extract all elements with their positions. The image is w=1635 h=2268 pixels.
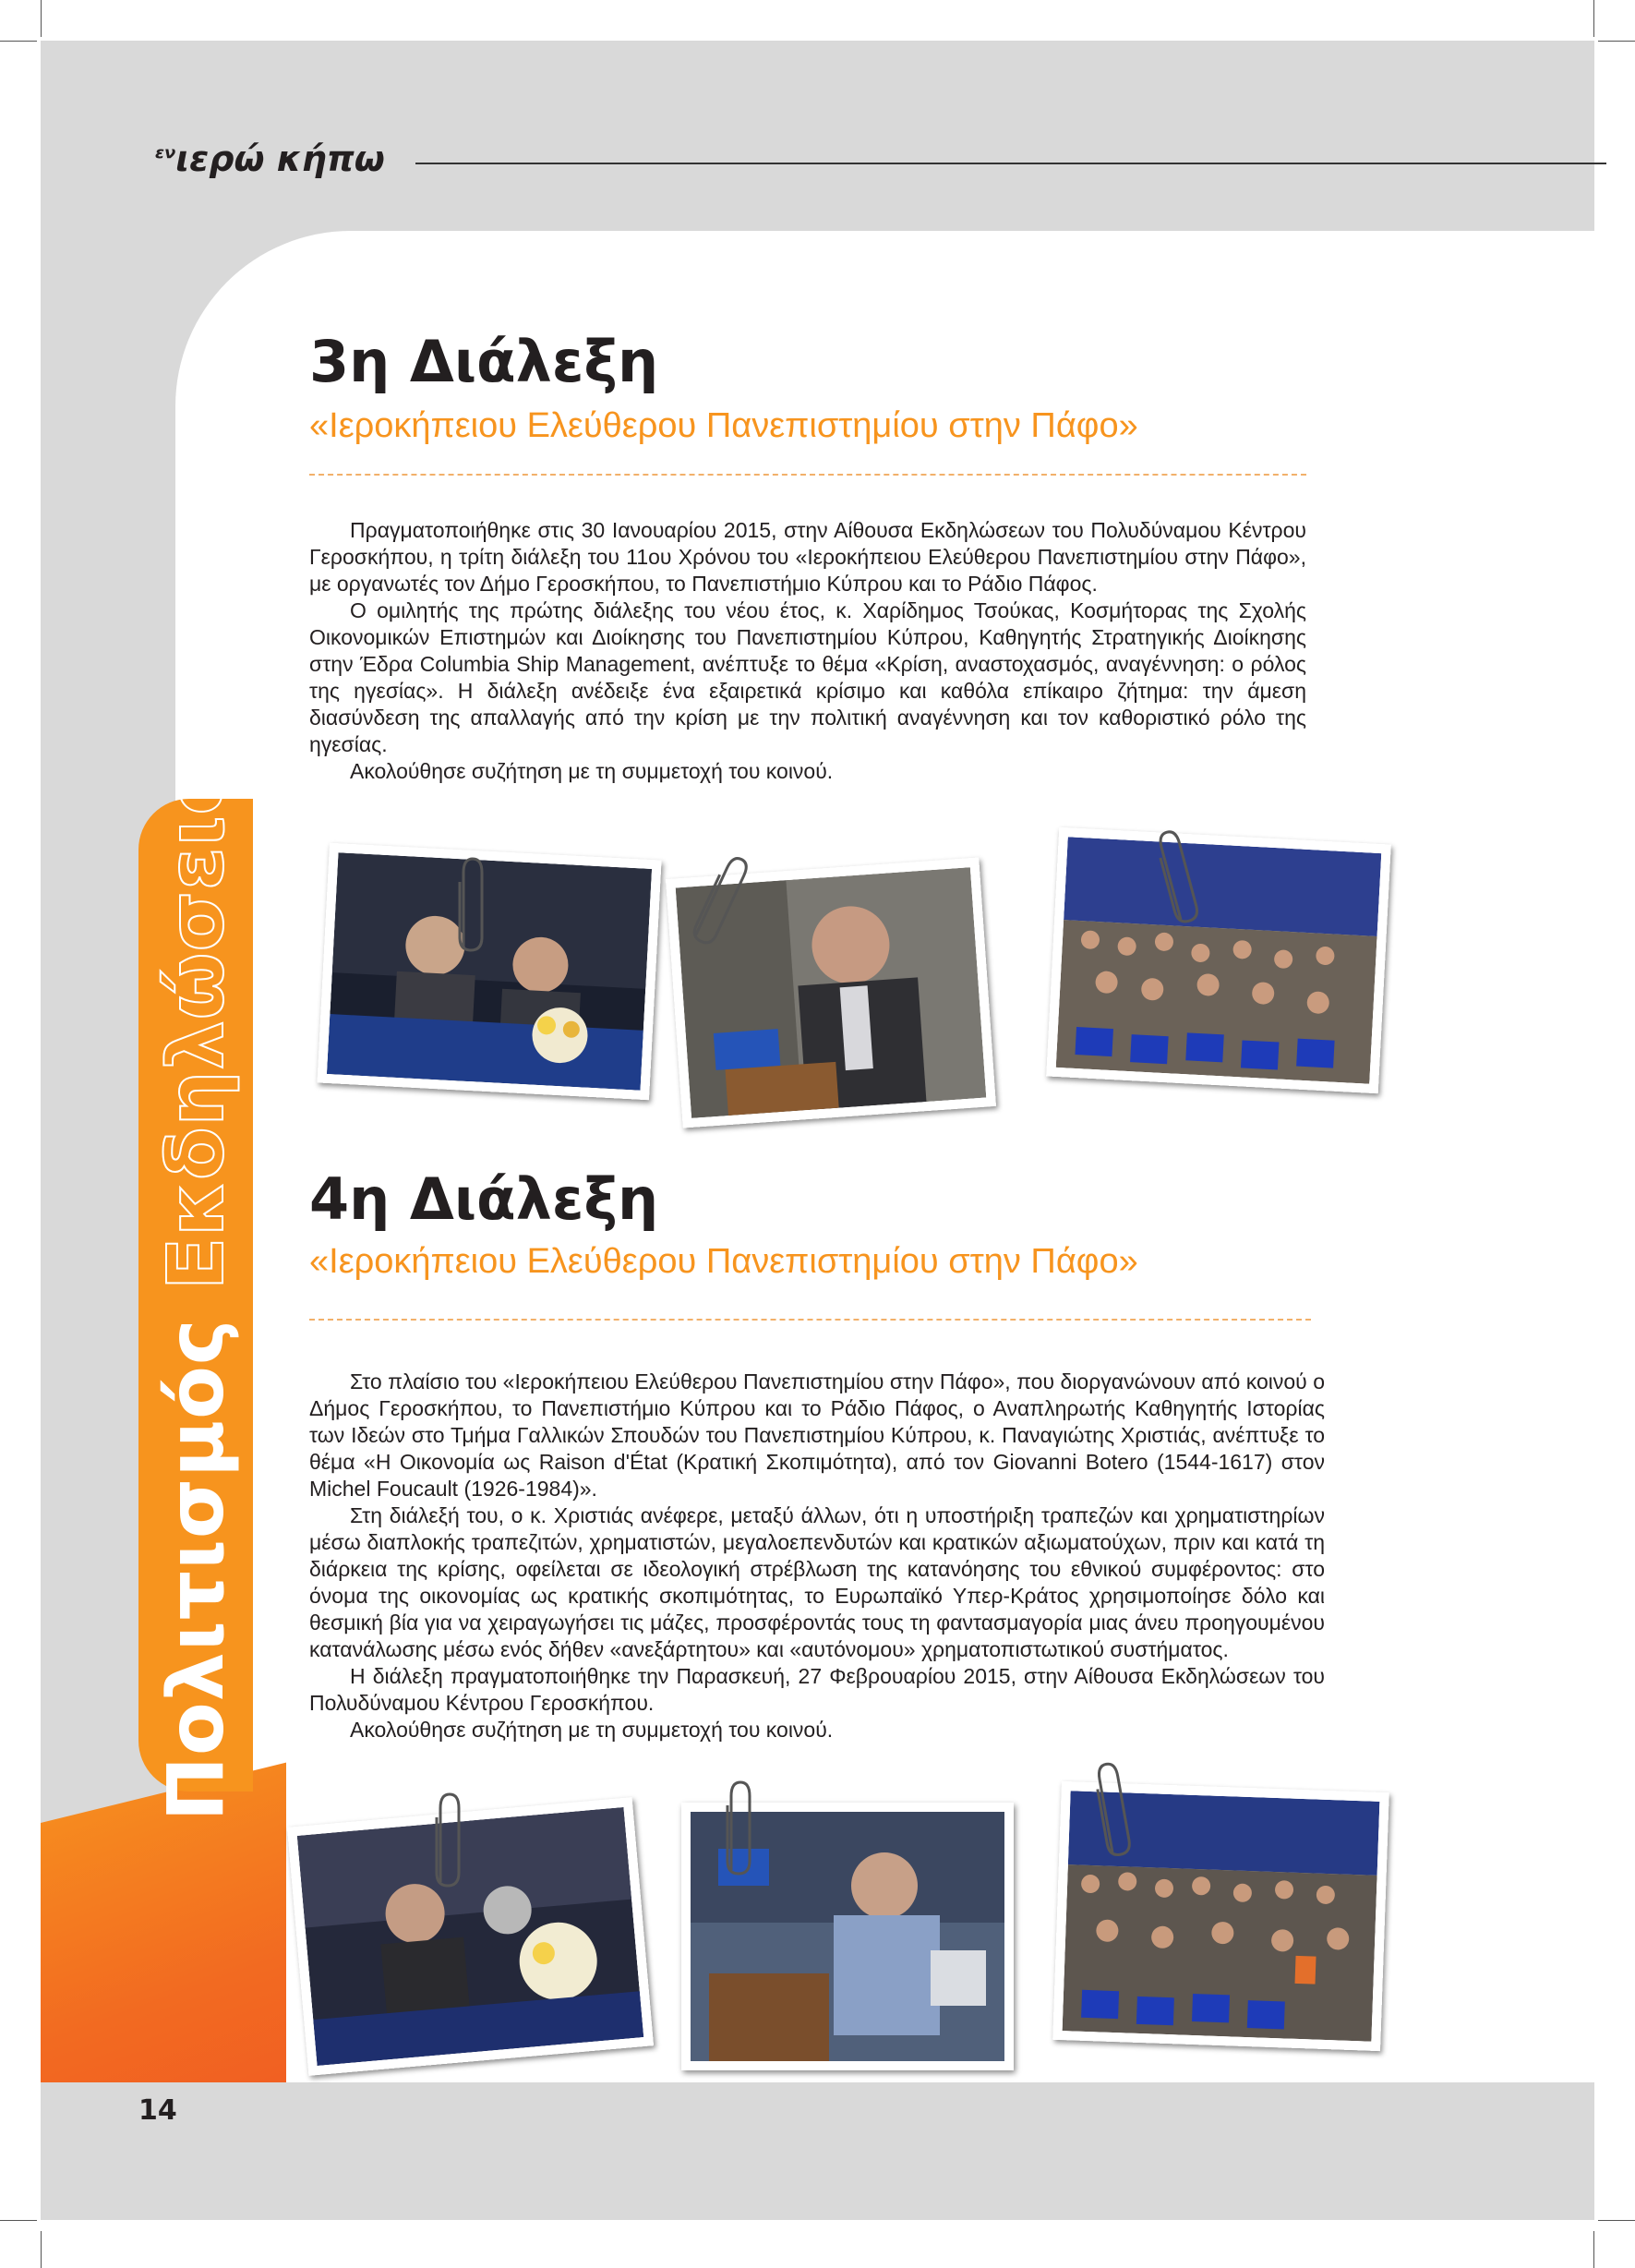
magazine-brand: $^{\varepsilon\nu}$ιερώ κήπω (155, 139, 385, 179)
lecture3-paragraph-1: Πραγματοποιήθηκε στις 30 Ιανουαρίου 2015, στην Αίθουσα Εκδηλώσεων του Πολυδύναμου Κέντρου Γεροσκήπου, η τρίτη διάλεξη του 11ου Χρόνου του «Ιεροκήπειου Ελεύθερου Πανεπιστημίου στην Πάφο», με οργανωτές τον Δήμο Γεροσκήπου, το Πανεπιστήμιο Κύπρου και το Ράδιο Πάφος. (309, 518, 1306, 596)
lecture3-subtitle: «Ιεροκήπειου Ελεύθερου Πανεπιστημίου στην Πάφο» (309, 406, 1138, 445)
crop-mark (0, 2220, 37, 2221)
lecture3-title: 3η Διάλεξη (309, 328, 659, 395)
lecture3-paragraph-2: Ο ομιλητής της πρώτης διάλεξης του νέου έτος, κ. Χαρίδημος Τσούκας, Κοσμήτορας της Σχολής Οικονομικών Επιστημών και Διοίκησης του Πανεπιστημίου Κύπρου, Καθηγητής Στρατηγικής Διοίκησης στην Έδρα Columbia Ship Management, ανέπτυξε το θέμα «Κρίση, αναστοχασμός, αναγέννηση: ο ρόλος της ηγεσίας». Η διάλεξη ανέδειξε ένα εξαιρετικά κρίσιμο και καθόλα επίκαιρο ζήτημα: την άμεση διασύνδεση της απαλλαγής από την κρίση με την πολιτική αναγέννηση και τον καθοριστικό ρόλο της ηγεσίας. (309, 598, 1306, 756)
crop-mark (1593, 2231, 1594, 2268)
lecture4-paragraph-3: Η διάλεξη πραγματοποιήθηκε την Παρασκευή, 27 Φεβρουαρίου 2015, στην Αίθουσα Εκδηλώσεων του Πολυδύναμου Κέντρου Γεροσκήπου. (309, 1664, 1325, 1715)
lecture4-title: 4η Διάλεξη (309, 1165, 659, 1233)
crop-mark (1598, 2220, 1635, 2221)
lecture4-body (309, 1369, 1325, 1743)
crop-mark (41, 2231, 42, 2268)
crop-mark (1593, 0, 1594, 37)
lecture3-photo-audience (1046, 827, 1391, 1093)
header-rule (415, 163, 1606, 164)
lecture3-photo-speakers (317, 843, 661, 1100)
lecture4-photo-speakers (287, 1797, 654, 2076)
lecture4-subtitle: «Ιεροκήπειου Ελεύθερου Πανεπιστημίου στην Πάφο» (309, 1242, 1138, 1281)
bottom-band (41, 2082, 1594, 2220)
lecture4-divider (309, 1319, 1311, 1321)
paperclip-icon (452, 854, 489, 956)
lecture3-divider (309, 474, 1306, 476)
lecture4-paragraph-2: Στη διάλεξή του, ο κ. Χριστιάς ανέφερε, μεταξύ άλλων, ότι η υποστήριξη τραπεζών και χρηματιστηρίων μέσω διαπλοκής τραπεζιτών, χρηματιστών, μεγαλοεπενδυτών και κρατικών αξιωματούχων, πριν και κατά τη διάρκεια της κρίσης, οφείλεται σε ιδεολογική στρέβλωση της κατανόησης του εθνικού συμφέροντος: στο όνομα της οικονομίας ως κρατικής σκοπιμότητας, το Ευρωπαϊκό Υπερ-Κράτος χρησιμοποίησε δόλο και θεσμική βία για να χειραγωγήσει τις μάζες, προσφέροντάς τους τη φαντασμαγορία μιας άνευ προηγουμένου κατανάλωσης μέσω ενός δήθεν «ανεξάρτητου» και «αυτόνομου» χρηματοπιστωτικού συστήματος. (309, 1503, 1325, 1661)
paperclip-icon (720, 1778, 757, 1879)
crop-mark (41, 0, 42, 37)
crop-mark (1598, 41, 1635, 42)
paperclip-icon (429, 1790, 466, 1891)
page-number: 14 (138, 2094, 177, 2127)
crop-mark (0, 41, 37, 42)
lecture4-paragraph-4: Ακολούθησε συζήτηση με τη συμμετοχή του κοινού. (350, 1718, 834, 1742)
lecture3-body (309, 517, 1306, 785)
lecture3-paragraph-3: Ακολούθησε συζήτηση με τη συμμετοχή του κοινού. (350, 759, 834, 783)
section-label: Πολιτισμός Εκδηλώσεις (150, 767, 241, 1822)
lecture4-paragraph-1: Στο πλαίσιο του «Ιεροκήπειου Ελεύθερου Πανεπιστημίου στην Πάφο», που διοργανώνουν από κοινού ο Δήμος Γεροσκήπου, το Πανεπιστήμιο Κύπρου και το Ράδιο Πάφος, ο Αναπληρωτής Καθηγητής Ιστορίας των Ιδεών στο Τμήμα Γαλλικών Σπουδών του Πανεπιστημίου Κύπρου, κ. Παναγιώτης Χριστιάς, ανέπτυξε το θέμα «Η Οικονομία ως Raison d'État (Κρατική Σκοπιμότητα), από τον Giovanni Botero (1544-1617) στον Michel Foucault (1926-1984)». (309, 1369, 1325, 1501)
